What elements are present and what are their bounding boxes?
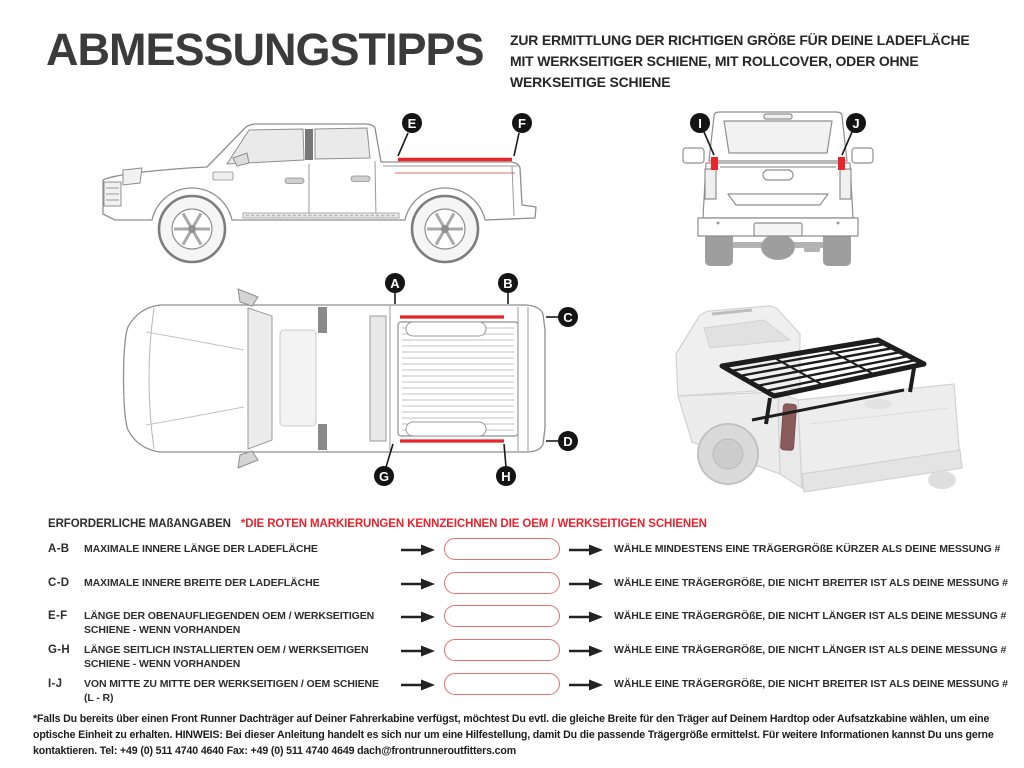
measurement-row-a-b [48,543,1016,560]
svg-text:H: H [501,468,511,484]
headlight [123,168,142,185]
right-taillight [840,169,851,199]
row-id: A-B [48,543,70,555]
measurements-heading-row [48,518,707,530]
arrow-right-icon [401,645,435,657]
marker-D [546,431,578,451]
top-mirror-left [238,289,258,306]
svg-text:C: C [563,309,573,325]
arrow-right-icon [569,578,603,590]
b-pillar [305,129,313,160]
arrow-right-icon [569,611,603,623]
measurements-heading: ERFORDERLICHE MAßANGABEN [48,518,231,530]
measurement-row-g-h [48,644,1016,671]
measurement-row-i-j [48,678,1016,705]
left-mirror [683,148,704,163]
measurement-input-a-b[interactable] [444,538,560,560]
measurement-input-e-f[interactable] [444,605,560,627]
marker-F [512,113,532,156]
row-id: C-D [48,577,70,589]
pickup-truck-side-view [95,106,555,274]
measurement-input-c-d[interactable] [444,572,560,594]
footnote: *Falls Du bereits über einen Front Runner Dachträger auf Deiner Fahrerkabine verfügst, möchtest Du evtl. die gleiche Breite für den Träger auf Deinem Hardtop oder Aufsatzkabine wählen, um eine optische Einheit zu erhalten. HINWEIS: Bei dieser Anleitung handelt es sich nur um eine Hilfestellung, damit Du die passende Trägergröße ermittelst. Für weitere Informationen kannst Du uns gerne kontaktieren. Tel: +49 (0) 511 4740 4640 Fax: +49 (0) 511 4740 4649 dach@frontrunneroutfitters.com [33,713,994,757]
row-description: MAXIMALE INNERE LÄNGE DER LADEFLÄCHE [84,543,318,555]
front-wheel [159,196,225,262]
right-mirror [852,148,873,163]
oem-rail-marking-right [838,157,845,170]
row-instruction: WÄHLE EINE TRÄGERGRÖßE, DIE NICHT BREITER IST ALS DEINE MESSUNG # [614,577,1008,589]
svg-text:I: I [698,115,702,131]
svg-text:G: G [378,468,390,484]
marker-A [385,273,405,304]
row-instruction: WÄHLE MINDESTENS EINE TRÄGERGRÖßE KÜRZER ALS DEINE MESSUNG # [614,543,1001,555]
row-description: LÄNGE SEITLICH INSTALLIERTEN OEM / WERKSEITIGEN SCHIENE - WENN VORHANDEN [84,644,369,670]
arrow-right-icon [569,645,603,657]
arrow-right-icon [401,611,435,623]
svg-text:A: A [390,275,400,291]
pickup-truck-with-slimline-rack [652,292,990,498]
pickup-truck-top-view [112,270,582,492]
measurement-input-g-h[interactable] [444,639,560,661]
fender-badge [213,172,233,180]
rear-wheel [412,196,478,262]
marker-B [498,273,518,304]
marker-C [546,307,578,327]
row-description: VON MITTE ZU MITTE DER WERKSEITIGEN / OEM SCHIENE (L - R) [84,678,379,704]
red-markings-note: *DIE ROTEN MARKIERUNGEN KENNZEICHNEN DIE OEM / WERKSEITIGEN SCHIENEN [240,518,707,530]
svg-text:B: B [503,275,513,291]
arrow-right-icon [569,679,603,691]
arrow-right-icon [401,544,435,556]
row-instruction: WÄHLE EINE TRÄGERGRÖßE, DIE NICHT BREITER IST ALS DEINE MESSUNG # [614,678,1008,690]
oem-rail-marking-left [711,157,718,170]
measurement-row-e-f [48,610,1016,637]
row-instruction: WÄHLE EINE TRÄGERGRÖßE, DIE NICHT LÄNGER IST ALS DEINE MESSUNG # [614,644,1007,656]
page-subtitle: ZUR ERMITTLUNG DER RICHTIGEN GRÖßE FÜR DEINE LADEFLÄCHE MIT WERKSEITIGER SCHIENE, MIT ROLLCOVER, ODER OHNE WERKSEITIGE SCHIENE [510,32,970,90]
row-description: MAXIMALE INNERE BREITE DER LADEFLÄCHE [84,577,320,589]
row-id: G-H [48,644,70,656]
arrow-right-icon [569,544,603,556]
marker-E [398,113,422,156]
top-mirror-right [238,451,258,468]
tailgate-handle [763,170,793,180]
wheel-well [406,422,486,436]
row-description: LÄNGE DER OBENAUFLIEGENDEN OEM / WERKSEITIGEN SCHIENE - WENN VORHANDEN [84,610,375,636]
svg-text:D: D [563,433,573,449]
measurement-row-c-d [48,577,1016,594]
svg-text:E: E [407,115,417,131]
pickup-truck-rear-view [678,106,878,270]
svg-text:J: J [852,115,860,131]
svg-text:F: F [518,115,526,131]
row-id: E-F [48,610,68,622]
left-taillight [705,169,716,199]
row-id: I-J [48,678,63,690]
arrow-right-icon [401,679,435,691]
wheel-well [406,322,486,336]
page-title: ABMESSUNGSTIPPS [46,24,484,75]
arrow-right-icon [401,578,435,590]
row-instruction: WÄHLE EINE TRÄGERGRÖßE, DIE NICHT LÄNGER IST ALS DEINE MESSUNG # [614,610,1007,622]
measurement-input-i-j[interactable] [444,673,560,695]
